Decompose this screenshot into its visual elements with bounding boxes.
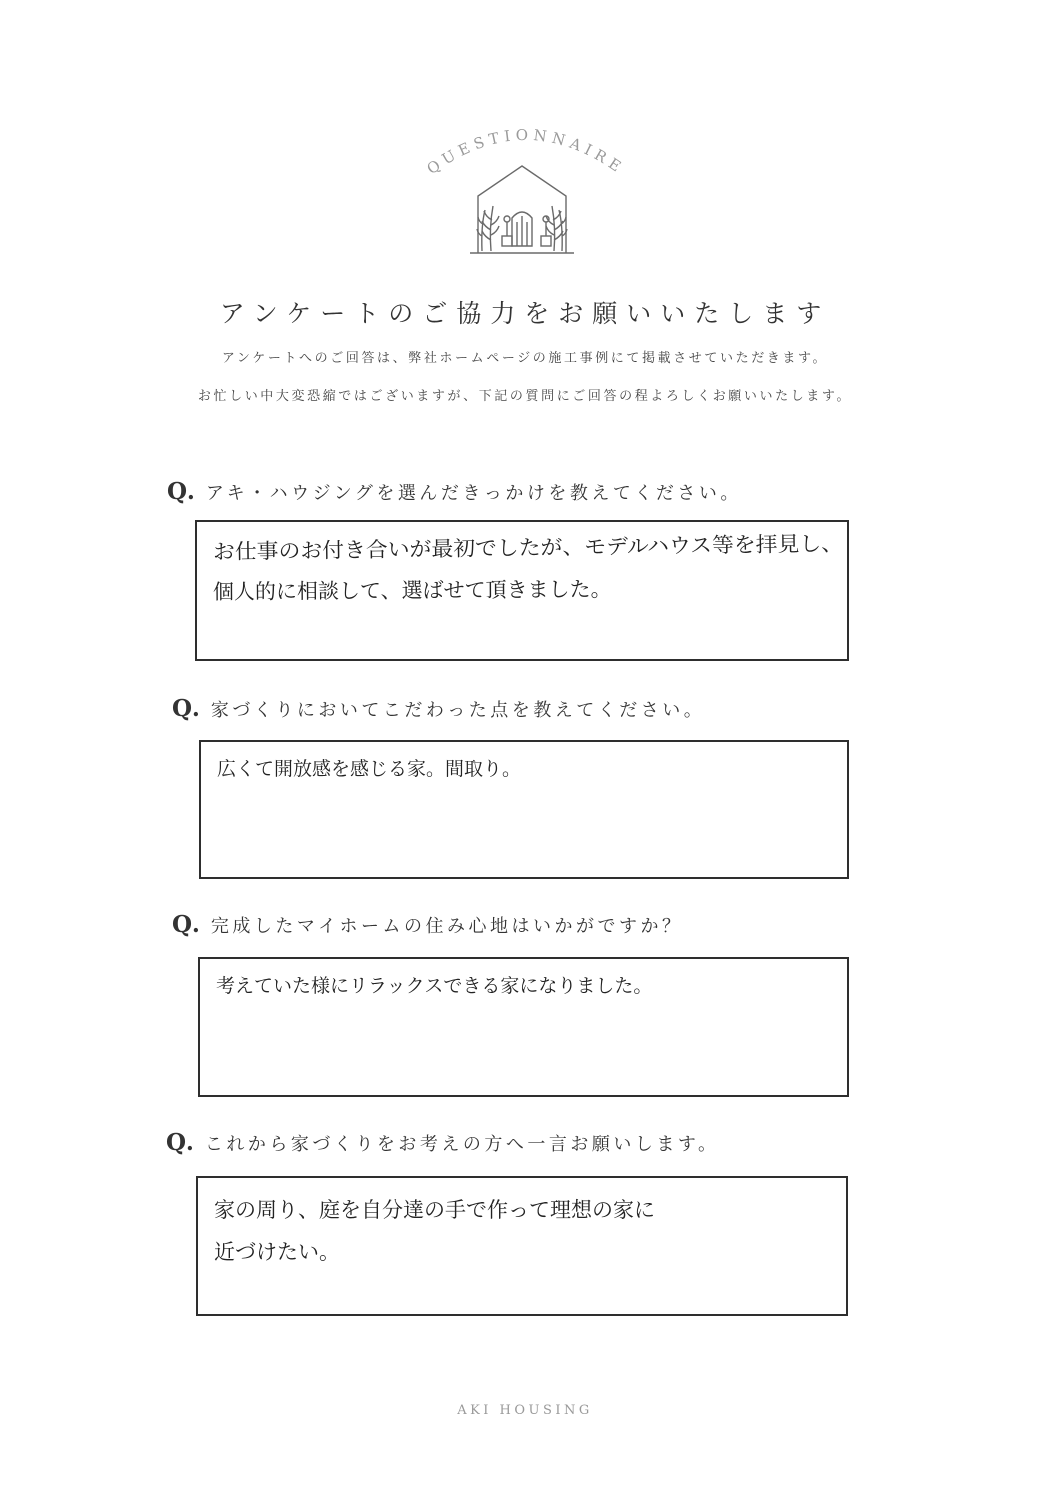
answer-box-1 bbox=[195, 520, 849, 661]
answer-line: 個人的に相談して、選ばせて頂きました。 bbox=[212, 577, 612, 604]
intro-line-2: お忙しい中大変恐縮ではございますが、下記の質問にご回答の程よろしくお願いいたします。 bbox=[197, 389, 853, 404]
answer-line: 広くて開放感を感じる家。間取り。 bbox=[217, 758, 522, 780]
answer-box-2 bbox=[199, 740, 849, 879]
footer-brand: AKI HOUSING bbox=[457, 1403, 593, 1418]
answer-line: お仕事のお付き合いが最初でしたが、モデルハウス等を拝見し、 bbox=[212, 531, 844, 564]
intro-line-1: アンケートへのご回答は、弊社ホームページの施工事例にて掲載させていただきます。 bbox=[221, 351, 829, 366]
page-title: アンケートのご協力をお願いいたします bbox=[219, 299, 831, 328]
question-text: 完成したマイホームの住み心地はいかがですか？ bbox=[210, 916, 684, 937]
question-mark: Q. bbox=[166, 1129, 195, 1156]
answer-line: 近づけたい。 bbox=[214, 1240, 340, 1264]
house-icon bbox=[470, 166, 574, 253]
question-1 bbox=[167, 478, 742, 505]
answer-line: 家の周り、庭を自分達の手で作って理想の家に bbox=[214, 1198, 655, 1222]
question-mark: Q. bbox=[167, 478, 196, 505]
questionnaire-logo bbox=[405, 118, 645, 268]
question-4 bbox=[166, 1129, 719, 1156]
answer-box-4 bbox=[196, 1176, 848, 1316]
svg-text:QUESTIONNAIRE bbox=[424, 126, 629, 178]
question-mark: Q. bbox=[172, 911, 201, 938]
question-text: 家づくりにおいてこだわった点を教えてください。 bbox=[210, 700, 706, 721]
logo-arc-text: QUESTIONNAIRE bbox=[423, 125, 629, 179]
question-mark: Q. bbox=[172, 695, 201, 722]
question-text: これから家づくりをお考えの方へ一言お願いします。 bbox=[204, 1134, 720, 1155]
question-text: アキ・ハウジングを選んだきっかけを教えてください。 bbox=[205, 483, 742, 504]
answer-line: 考えていた様にリラックスできる家になりました。 bbox=[216, 975, 653, 997]
question-3 bbox=[172, 911, 684, 938]
answer-box-3 bbox=[198, 957, 849, 1097]
question-2 bbox=[172, 695, 705, 722]
